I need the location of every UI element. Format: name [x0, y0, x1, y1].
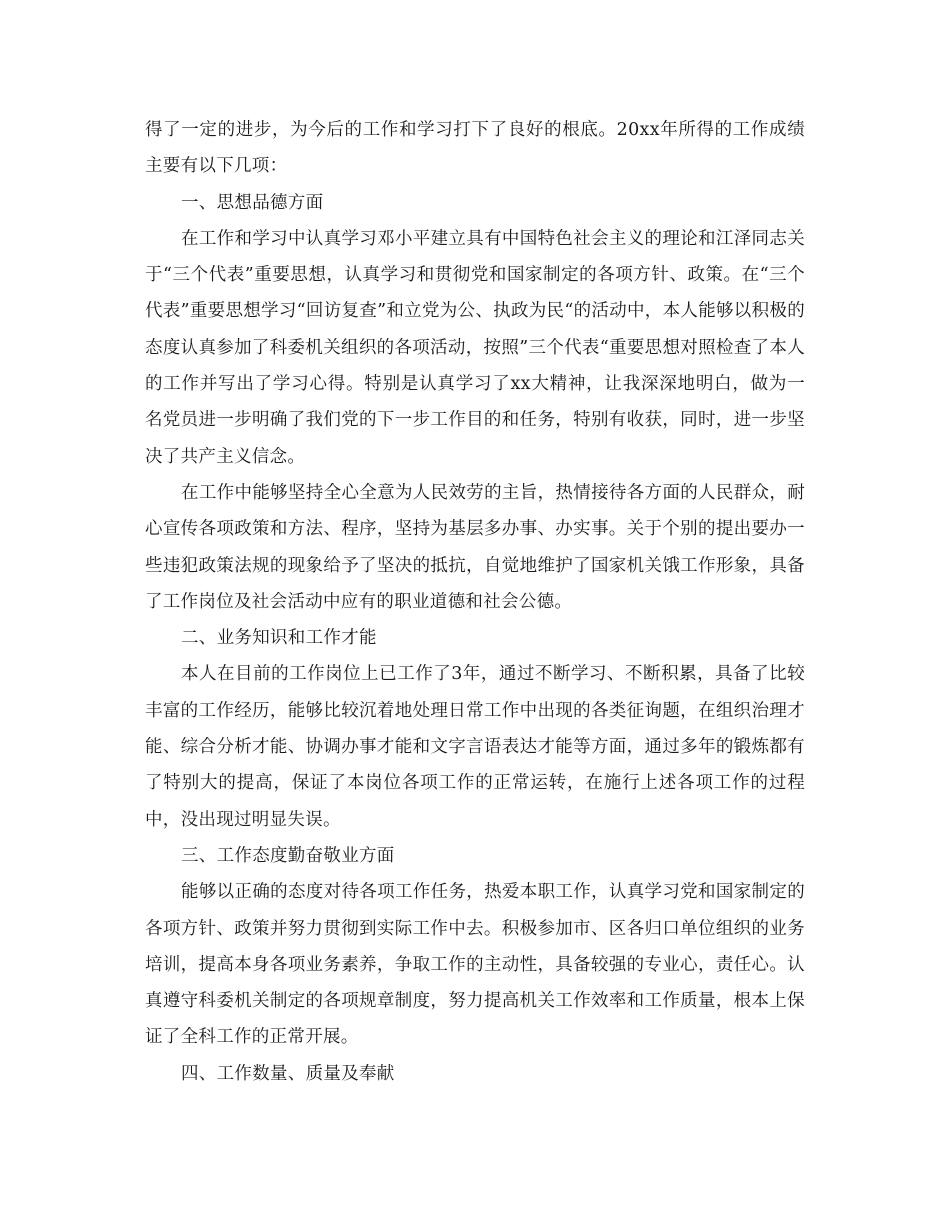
section-heading-4: 四、工作数量、质量及奉献 [181, 1063, 395, 1084]
paragraph-intro: 得了一定的进步，为今后的工作和学习打下了良好的根底。20xx年所得的工作成绩主要有以下几项： [145, 120, 805, 177]
paragraph-service: 在工作中能够坚持全心全意为人民效劳的主旨，热情接待各方面的人民群众，耐心宣传各项政策和方法、程序，坚持为基层多办事、办实事。关于个别的提出要办一些违犯政策法规的现象给予了坚决的抵抗，自觉地维护了国家机关饿工作形象，具备了工作岗位及社会活动中应有的职业道德和社会公德。 [145, 482, 805, 612]
section-heading-3: 三、工作态度勤奋敬业方面 [181, 845, 395, 866]
paragraph-skills: 本人在目前的工作岗位上已工作了3年，通过不断学习、不断积累，具备了比较丰富的工作经历，能够比较沉着地处理日常工作中出现的各类征询题，在组织治理才能、综合分析才能、协调办事才能和文字言语表达才能等方面，通过多年的锻炼都有了特别大的提高，保证了本岗位各项工作的正常运转，在施行上述各项工作的过程中，没出现过明显失误。 [145, 664, 805, 830]
paragraph-attitude: 能够以正确的态度对待各项工作任务，热爱本职工作，认真学习党和国家制定的各项方针、政策并努力贯彻到实际工作中去。积极参加市、区各归口单位组织的业务培训，提高本身各项业务素养，争取工作的主动性，具备较强的专业心，责任心。认真遵守科委机关制定的各项规章制度，努力提高机关工作效率和工作质量，根本上保证了全科工作的正常开展。 [145, 882, 805, 1048]
document-body [145, 112, 805, 1092]
section-heading-1: 一、思想品德方面 [181, 192, 324, 213]
paragraph-ideology: 在工作和学习中认真学习邓小平建立具有中国特色社会主义的理论和江泽同志关于“三个代表”重要思想，认真学习和贯彻党和国家制定的各项方针、政策。在“三个代表”重要思想学习“回访复查”和立党为公、执政为民“的活动中，本人能够以积极的态度认真参加了科委机关组织的各项活动，按照”三个代表“重要思想对照检查了本人的工作并写出了学习心得。特别是认真学习了xx大精神，让我深深地明白，做为一名党员进一步明确了我们党的下一步工作目的和任务，特别有收获，同时，进一步坚决了共产主义信念。 [145, 228, 805, 467]
section-heading-2: 二、业务知识和工作才能 [181, 628, 377, 649]
